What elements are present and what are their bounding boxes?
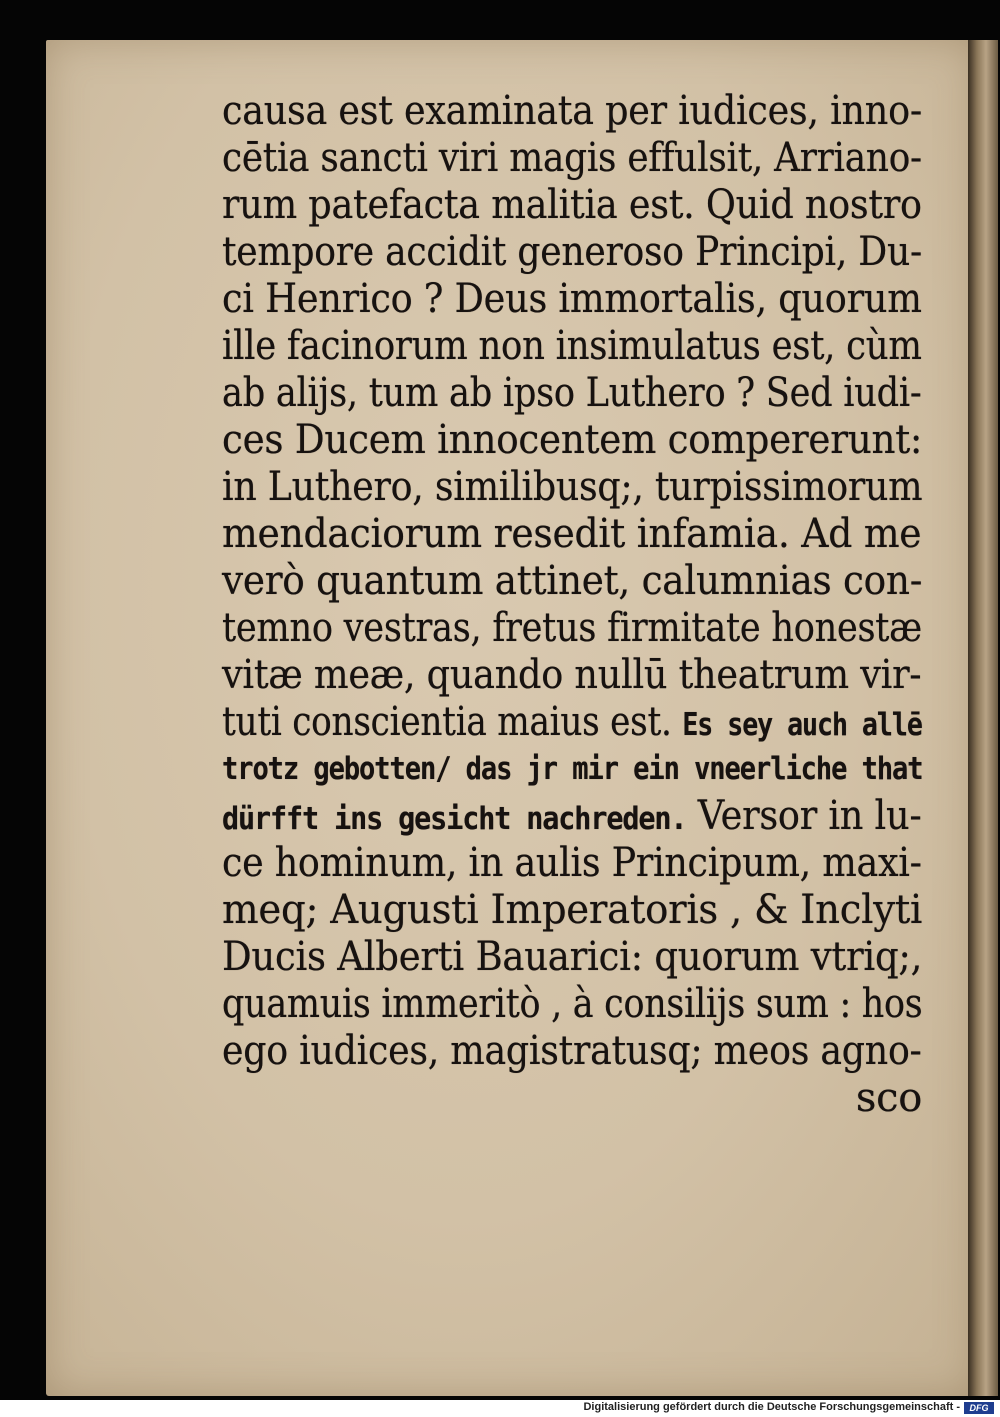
text-line-13: vitæ meæ, quando nullū theatrum vir- — [222, 652, 922, 698]
blackletter-segment: dürfft ins gesicht nachreden. — [222, 801, 687, 837]
text-line-16 — [222, 793, 922, 840]
text-line-6: ille facinorum non insimulatus est, cùm — [222, 323, 922, 369]
text-line-9: in Luthero, similibusq;, turpissimorum — [222, 464, 923, 510]
page-text — [222, 88, 922, 1122]
text-line-7: ab alijs, tum ab ipso Luthero ? Sed iudi- — [222, 370, 922, 416]
text-line-4: tempore accidit generoso Principi, Du- — [222, 229, 922, 275]
page-edge — [968, 40, 998, 1396]
catchword: sco — [855, 1075, 922, 1121]
latin-segment: Versor in lu- — [697, 793, 922, 839]
blackletter-segment: Es sey auch allē — [682, 707, 922, 743]
text-line-19: Ducis Alberti Bauarici: quorum vtriq;, — [222, 934, 923, 980]
text-line-11: verò quantum attinet, calumnias con- — [222, 558, 923, 604]
latin-segment: tuti conscientia maius est. — [222, 699, 672, 745]
text-line-3: rum patefacta malitia est. Quid nostro — [222, 182, 922, 228]
text-line-17: ce hominum, in aulis Principum, maxi- — [222, 840, 922, 886]
text-line-1: causa est examinata per iudices, inno- — [222, 88, 922, 134]
text-line-14 — [222, 699, 922, 746]
text-line-2: cētia sancti viri magis effulsit, Arriano- — [222, 135, 922, 181]
text-line-10: mendaciorum resedit infamia. Ad me — [222, 511, 922, 557]
dfg-logo-icon: DFG — [964, 1402, 994, 1414]
blackletter-line-1: trotz gebotten/ das jr mir ein vneerliche that — [222, 751, 923, 787]
text-line-8: ces Ducem innocentem compererunt: — [222, 417, 923, 463]
text-line-5: ci Henrico ? Deus immortalis, quorum — [222, 276, 922, 322]
text-line-21: ego iudices, magistratusq; meos agno- — [222, 1028, 922, 1074]
text-line-12: temno vestras, fretus firmitate honestæ — [222, 605, 922, 651]
text-line-18: meq; Augusti Imperatoris , & Inclyti — [222, 887, 923, 933]
footer-bar — [0, 1400, 1000, 1417]
funding-notice: Digitalisierung gefördert durch die Deutsche Forschungsgemeinschaft - — [583, 1401, 960, 1413]
text-line-20: quamuis immeritò , à consilijs sum : hos — [222, 981, 923, 1027]
